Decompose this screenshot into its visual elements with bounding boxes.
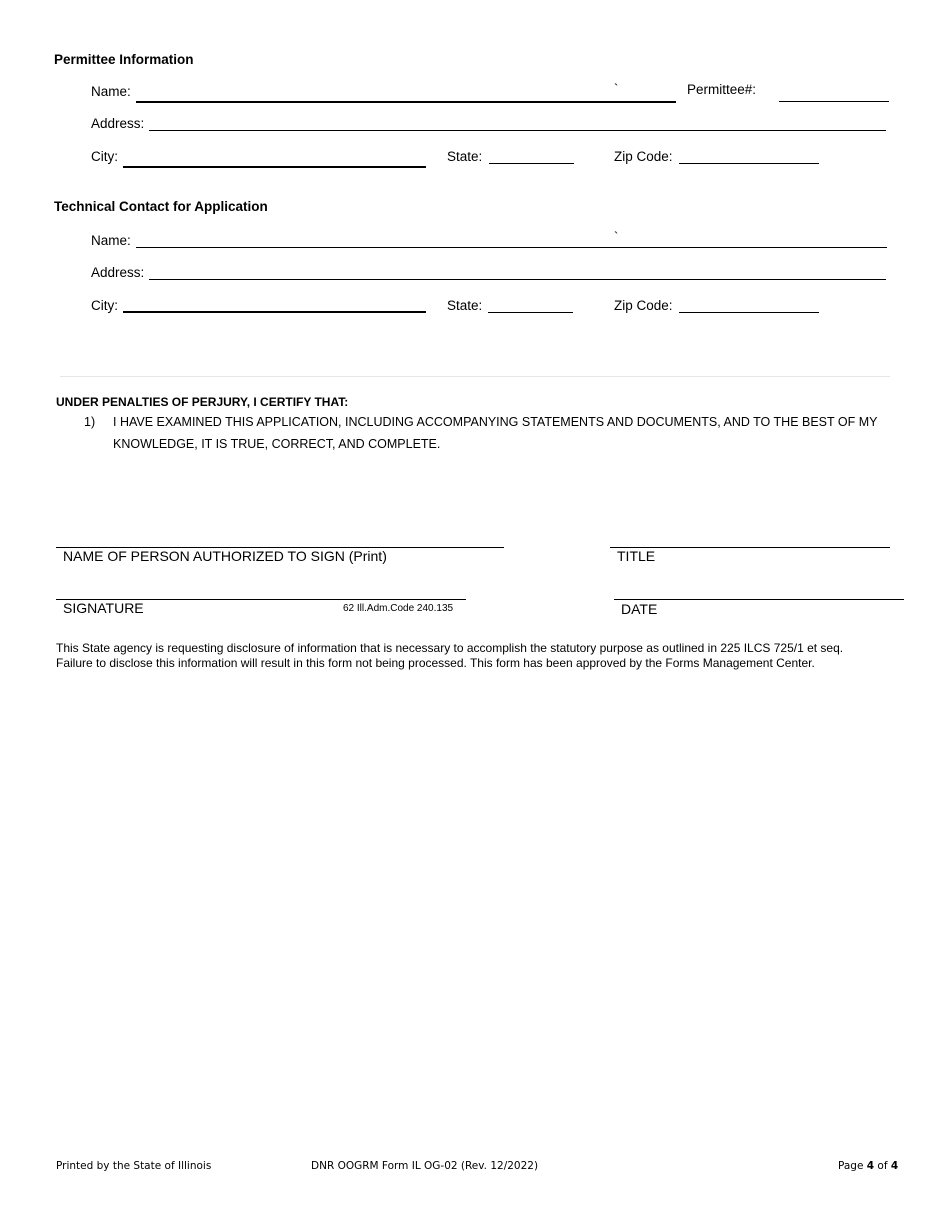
technical-address-label: Address: <box>91 265 145 280</box>
technical-name-label: Name: <box>91 233 131 248</box>
permittee-city-field[interactable] <box>123 166 426 168</box>
title-label: TITLE <box>617 548 656 564</box>
permittee-city-label: City: <box>91 149 118 164</box>
technical-address-field[interactable] <box>149 279 886 280</box>
technical-zip-label: Zip Code: <box>614 298 673 313</box>
permittee-state-field[interactable] <box>489 163 574 164</box>
permittee-number-field[interactable] <box>779 101 889 102</box>
certification-item-line1: I HAVE EXAMINED THIS APPLICATION, INCLUDING ACCOMPANYING STATEMENTS AND DOCUMENTS, AND TO THE BEST OF MY <box>113 415 878 429</box>
name-print-label: NAME OF PERSON AUTHORIZED TO SIGN (Print) <box>63 548 387 564</box>
technical-state-label: State: <box>447 298 483 313</box>
date-label: DATE <box>621 601 658 617</box>
page-total: 4 <box>890 1160 899 1172</box>
footer-form-id: DNR OOGRM Form IL OG-02 (Rev. 12/2022) <box>311 1160 539 1172</box>
page-current: 4 <box>866 1160 875 1172</box>
certification-item-number: 1) <box>84 415 96 429</box>
technical-section-title: Technical Contact for Application <box>54 199 268 214</box>
certification-title: UNDER PENALTIES OF PERJURY, I CERTIFY THAT: <box>56 395 349 409</box>
permittee-zip-label: Zip Code: <box>614 149 673 164</box>
certification-item-line2: KNOWLEDGE, IT IS TRUE, CORRECT, AND COMPLETE. <box>113 437 441 451</box>
permittee-zip-field[interactable] <box>679 163 819 164</box>
code-reference: 62 Ill.Adm.Code 240.135 <box>343 603 454 614</box>
section-divider <box>60 376 890 377</box>
technical-state-field[interactable] <box>488 312 573 313</box>
technical-city-label: City: <box>91 298 118 313</box>
signature-label: SIGNATURE <box>63 600 144 616</box>
permittee-name-label: Name: <box>91 84 131 99</box>
permittee-section-title: Permittee Information <box>54 52 194 67</box>
permittee-address-field[interactable] <box>149 130 886 131</box>
technical-name-field[interactable] <box>136 247 887 248</box>
permittee-state-label: State: <box>447 149 483 164</box>
footer-printed-by: Printed by the State of Illinois <box>56 1160 212 1172</box>
notice-line2: Failure to disclose this information will result in this form not being processed. This form has been approved by the Forms Management Center. <box>56 656 815 670</box>
permittee-number-label: Permittee#: <box>687 82 757 97</box>
technical-city-field[interactable] <box>123 311 426 313</box>
permittee-tick-mark: ` <box>614 81 619 96</box>
permittee-name-field[interactable] <box>136 101 676 103</box>
footer-page-number <box>838 1160 898 1172</box>
permittee-address-label: Address: <box>91 116 145 131</box>
technical-tick-mark: ` <box>614 229 619 244</box>
date-line[interactable] <box>614 599 904 600</box>
notice-line1: This State agency is requesting disclosure of information that is necessary to accomplish the statutory purpose as outlined in 225 ILCS 725/1 et seq. <box>56 641 844 655</box>
page-of: of <box>877 1160 888 1172</box>
technical-zip-field[interactable] <box>679 312 819 313</box>
page-prefix: Page <box>838 1160 864 1172</box>
